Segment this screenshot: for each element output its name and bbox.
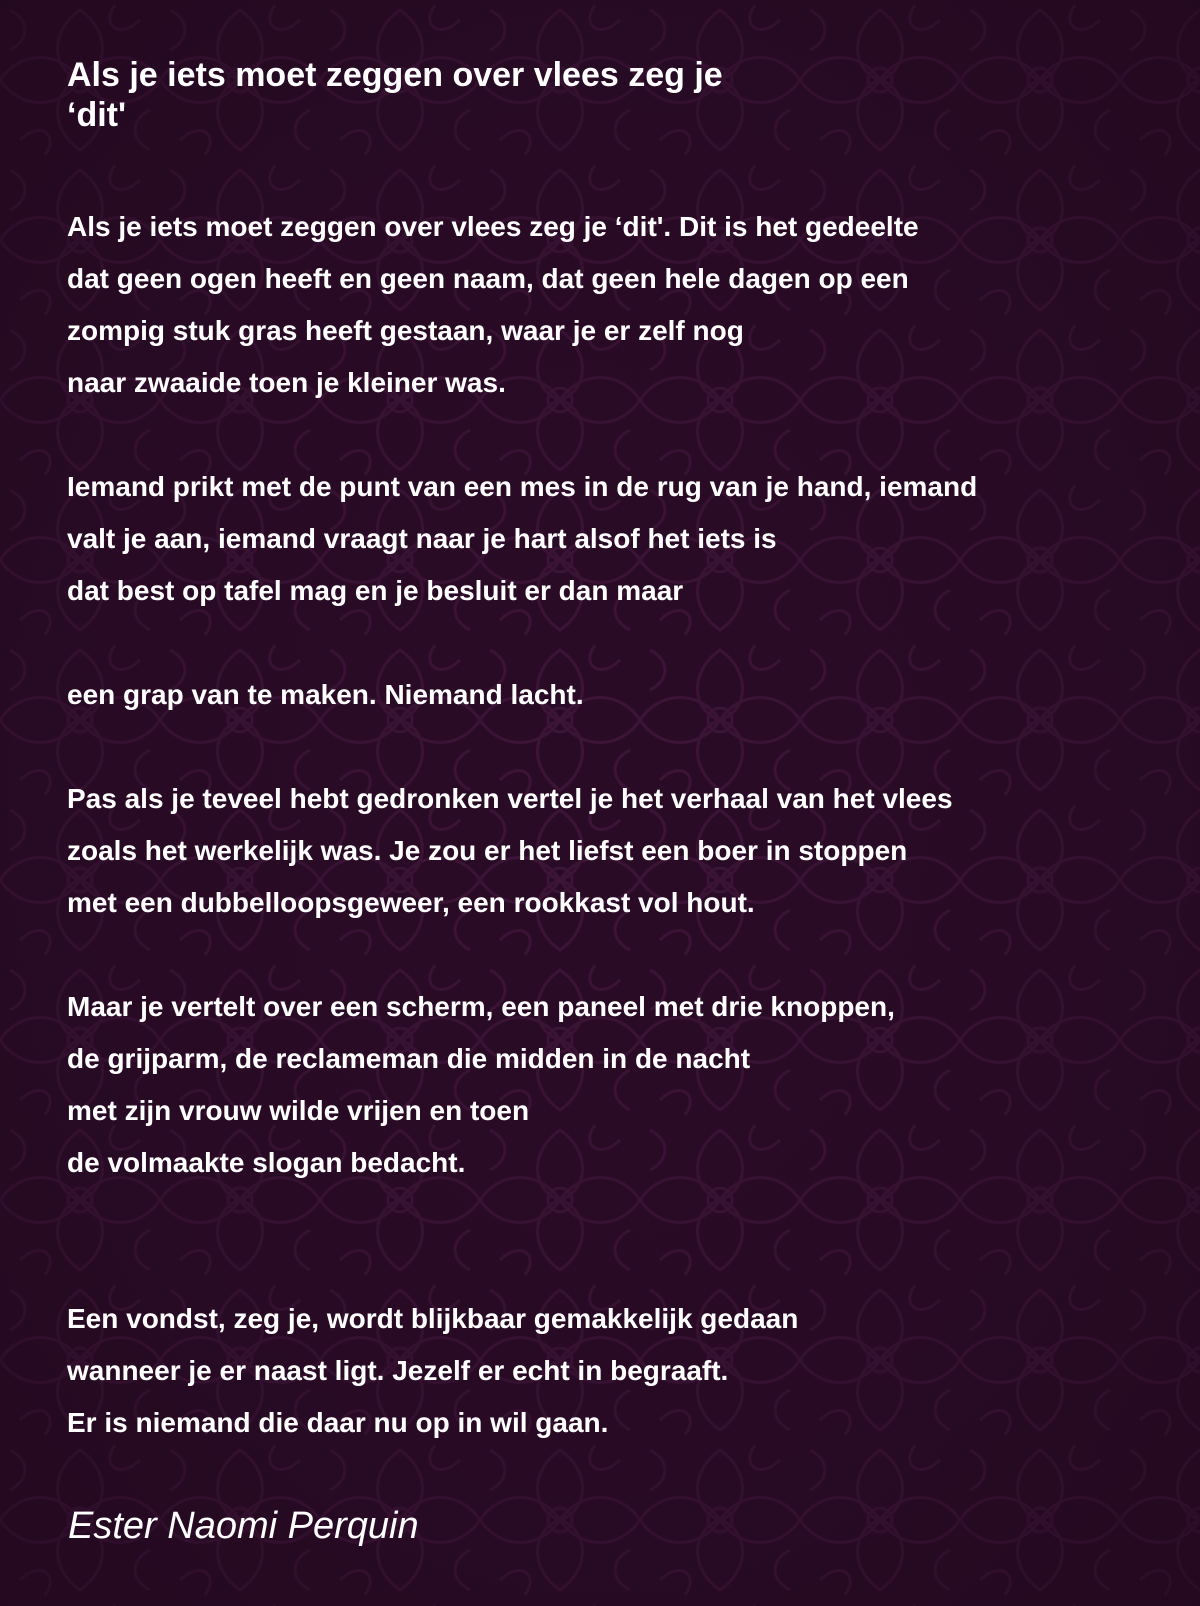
stanza-gap xyxy=(67,721,1187,773)
stanza-gap xyxy=(67,617,1187,669)
poem-line: een grap van te maken. Niemand lacht. xyxy=(67,679,584,710)
poem-author: Ester Naomi Perquin xyxy=(68,1505,419,1547)
poem-title-line: Als je iets moet zeggen over vlees zeg je xyxy=(67,56,723,94)
poem-line: met een dubbelloopsgeweer, een rookkast vol hout. xyxy=(67,887,755,918)
poem-line: Er is niemand die daar nu op in wil gaan. xyxy=(67,1407,609,1438)
poem-line: de grijparm, de reclameman die midden in de nacht xyxy=(67,1043,751,1074)
poem-line: naar zwaaide toen je kleiner was. xyxy=(67,367,506,398)
poem-line: valt je aan, iemand vraagt naar je hart alsof het iets is xyxy=(67,523,777,554)
poem-title xyxy=(67,55,947,135)
poem-line: Een vondst, zeg je, wordt blijkbaar gemakkelijk gedaan xyxy=(67,1303,799,1334)
poem-line: wanneer je er naast ligt. Jezelf er echt in begraaft. xyxy=(67,1355,729,1386)
poem-line: Iemand prikt met de punt van een mes in de rug van je hand, iemand xyxy=(67,471,978,502)
poem-line: dat best op tafel mag en je besluit er dan maar xyxy=(67,575,684,606)
poem-line: dat geen ogen heeft en geen naam, dat geen hele dagen op een xyxy=(67,263,909,294)
poem-body xyxy=(67,201,1187,1449)
poem-line: Als je iets moet zeggen over vlees zeg je ‘dit'. Dit is het gedeelte xyxy=(67,211,919,242)
stanza-gap xyxy=(67,1241,1187,1293)
stanza-gap xyxy=(67,1189,1187,1241)
poem-line: Pas als je teveel hebt gedronken vertel je het verhaal van het vlees xyxy=(67,783,953,814)
poem-line: zoals het werkelijk was. Je zou er het liefst een boer in stoppen xyxy=(67,835,908,866)
poem-line: zompig stuk gras heeft gestaan, waar je er zelf nog xyxy=(67,315,744,346)
stanza-gap xyxy=(67,409,1187,461)
poem-line: de volmaakte slogan bedacht. xyxy=(67,1147,466,1178)
stanza-gap xyxy=(67,929,1187,981)
poem-line: Maar je vertelt over een scherm, een paneel met drie knoppen, xyxy=(67,991,895,1022)
poem-line: met zijn vrouw wilde vrijen en toen xyxy=(67,1095,530,1126)
poem-title-line: ‘dit' xyxy=(67,96,127,134)
